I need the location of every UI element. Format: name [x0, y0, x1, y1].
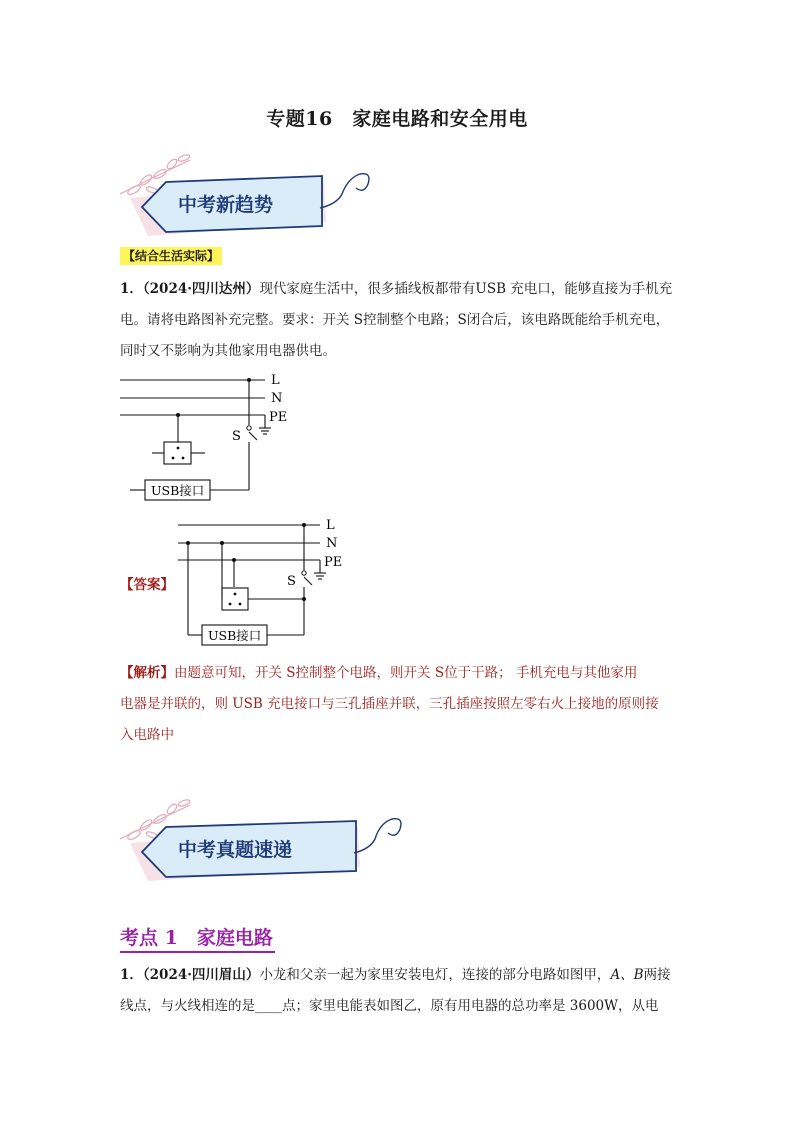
- analysis-line3: 入电路中: [120, 727, 174, 743]
- question2-vars: A、B: [610, 967, 644, 983]
- question2-source: （2024·四川眉山）: [142, 967, 260, 983]
- label-earth: PE: [324, 555, 343, 570]
- label-usb: USB接口: [151, 483, 205, 498]
- exam-banner: [112, 795, 412, 895]
- question2-line1b: 两接: [643, 967, 671, 983]
- question1-source: （2024·四川达州）: [142, 281, 260, 297]
- question-tag: 【结合生活实际】: [120, 247, 222, 265]
- label-usb: USB接口: [208, 628, 262, 643]
- page-title: 专题16 家庭电路和安全用电: [266, 108, 528, 130]
- question1-text: [120, 274, 680, 367]
- three-pin-socket-icon: [222, 588, 248, 610]
- question-circuit-diagram: [115, 372, 305, 504]
- label-neutral: N: [326, 536, 338, 551]
- analysis-text: [120, 658, 680, 751]
- section-title: 考点 1 家庭电路: [120, 925, 275, 953]
- exam-banner-text: 中考真题速递: [178, 839, 293, 861]
- swirl-decoration-icon: [354, 819, 401, 853]
- label-earth: PE: [269, 410, 288, 425]
- label-live: L: [271, 373, 280, 388]
- analysis-line1: 由题意可知，开关 S控制整个电路，则开关 S位于干路； 手机充电与其他家用: [174, 665, 638, 681]
- trend-banner-text: 中考新趋势: [178, 194, 274, 216]
- question1-line3: 同时又不影响为其他家用电器供电。: [120, 343, 336, 359]
- trend-banner: [112, 150, 412, 250]
- switch-blade: [249, 432, 257, 440]
- question2-line2: 线点，与火线相连的是____点；家里电能表如图乙，原有用电器的总功率是 3600W，从电: [120, 998, 659, 1014]
- question1-number: 1．: [120, 281, 143, 297]
- analysis-label: 【解析】: [120, 665, 174, 681]
- label-neutral: N: [271, 391, 283, 406]
- label-live: L: [326, 518, 335, 533]
- answer-circuit-diagram: [170, 517, 360, 647]
- label-switch: S: [232, 429, 241, 444]
- answer-label: 【答案】: [120, 577, 174, 593]
- three-pin-socket-icon: [164, 442, 191, 464]
- question2-text: [120, 960, 680, 1022]
- analysis-line2: 电器是并联的，则 USB 充电接口与三孔插座并联，三孔插座按照左零右火上接地的原则接: [120, 696, 659, 712]
- swirl-decoration-icon: [320, 174, 369, 208]
- question1-line1: 现代家庭生活中，很多插线板都带有USB 充电口，能够直接为手机充: [259, 281, 673, 297]
- question2-line1a: 小龙和父亲一起为家里安装电灯，连接的部分电路如图甲，: [259, 967, 611, 983]
- question2-number: 1．: [120, 967, 143, 983]
- switch-blade: [304, 577, 312, 585]
- label-switch: S: [287, 574, 296, 589]
- question1-line2: 电。请将电路图补充完整。要求：开关 S控制整个电路；S闭合后，该电路既能给手机充电，: [120, 312, 670, 328]
